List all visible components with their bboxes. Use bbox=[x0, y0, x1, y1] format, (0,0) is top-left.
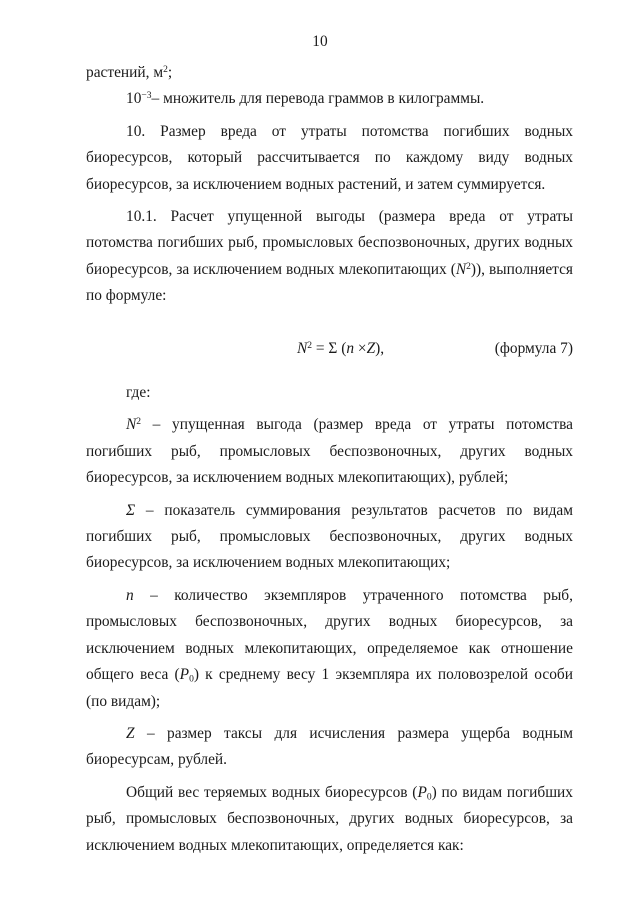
formula: $N^2 = \Sigma$ (n ×Z), bbox=[297, 339, 385, 357]
paragraph-total-weight: Общий вес теряемых водных биоресурсов $(P_0)$ по видам погибших рыб, промысловых беспозвоночных, других водных биоресурсов, за исключением водных млекопитающих, определяется как: bbox=[86, 783, 573, 854]
paragraph-multiplier: $10^{-3}-$ множитель для перевода граммов в килограммы. bbox=[126, 90, 485, 108]
definition-sigma: Σ – показатель суммирования результатов расчетов по видам погибших рыб, промысловых беспозвоночных, других водных биоресурсов, за исключением водных млекопитающих; bbox=[86, 501, 573, 572]
paragraph-section-10: 10. Размер вреда от утраты потомства погибших водных биоресурсов, который рассчитывается по каждому виду водных биоресурсов, за исключением водных растений, и затем суммируется. bbox=[86, 122, 573, 193]
paragraph-continuation: растений, $м^2$; bbox=[86, 63, 173, 81]
page-content bbox=[86, 60, 573, 859]
formula-number: (формула 7) bbox=[494, 339, 573, 357]
where-label: где: bbox=[126, 384, 151, 402]
definition-n2: $N^2$ – упущенная выгода (размер вреда от утраты потомства погибших рыб, промысловых беспозвоночных, других водных биоресурсов, за исключением водных млекопитающих), рублей; bbox=[86, 416, 573, 487]
definition-z: Z – размер таксы для исчисления размера ущерба водным биоресурсам, рублей. bbox=[86, 724, 573, 769]
page-number: 10 bbox=[312, 33, 328, 50]
formula-row bbox=[86, 336, 573, 362]
paragraph-section-10-1: 10.1. Расчет упущенной выгоды (размера вреда от утраты потомства погибших рыб, промысловых беспозвоночных, других водных биоресурсов, за исключением водных млекопитающих $(N^2)$), выполняется по формуле: bbox=[86, 208, 574, 305]
definition-n: n – количество экземпляров утраченного потомства рыб, промысловых беспозвоночных, других водных биоресурсов, за исключением водных млекопитающих, определяемое как отношение общего веса $(P_0)$ к среднему весу 1 экземпляра их половозрелой особи (по видам); bbox=[86, 586, 573, 710]
